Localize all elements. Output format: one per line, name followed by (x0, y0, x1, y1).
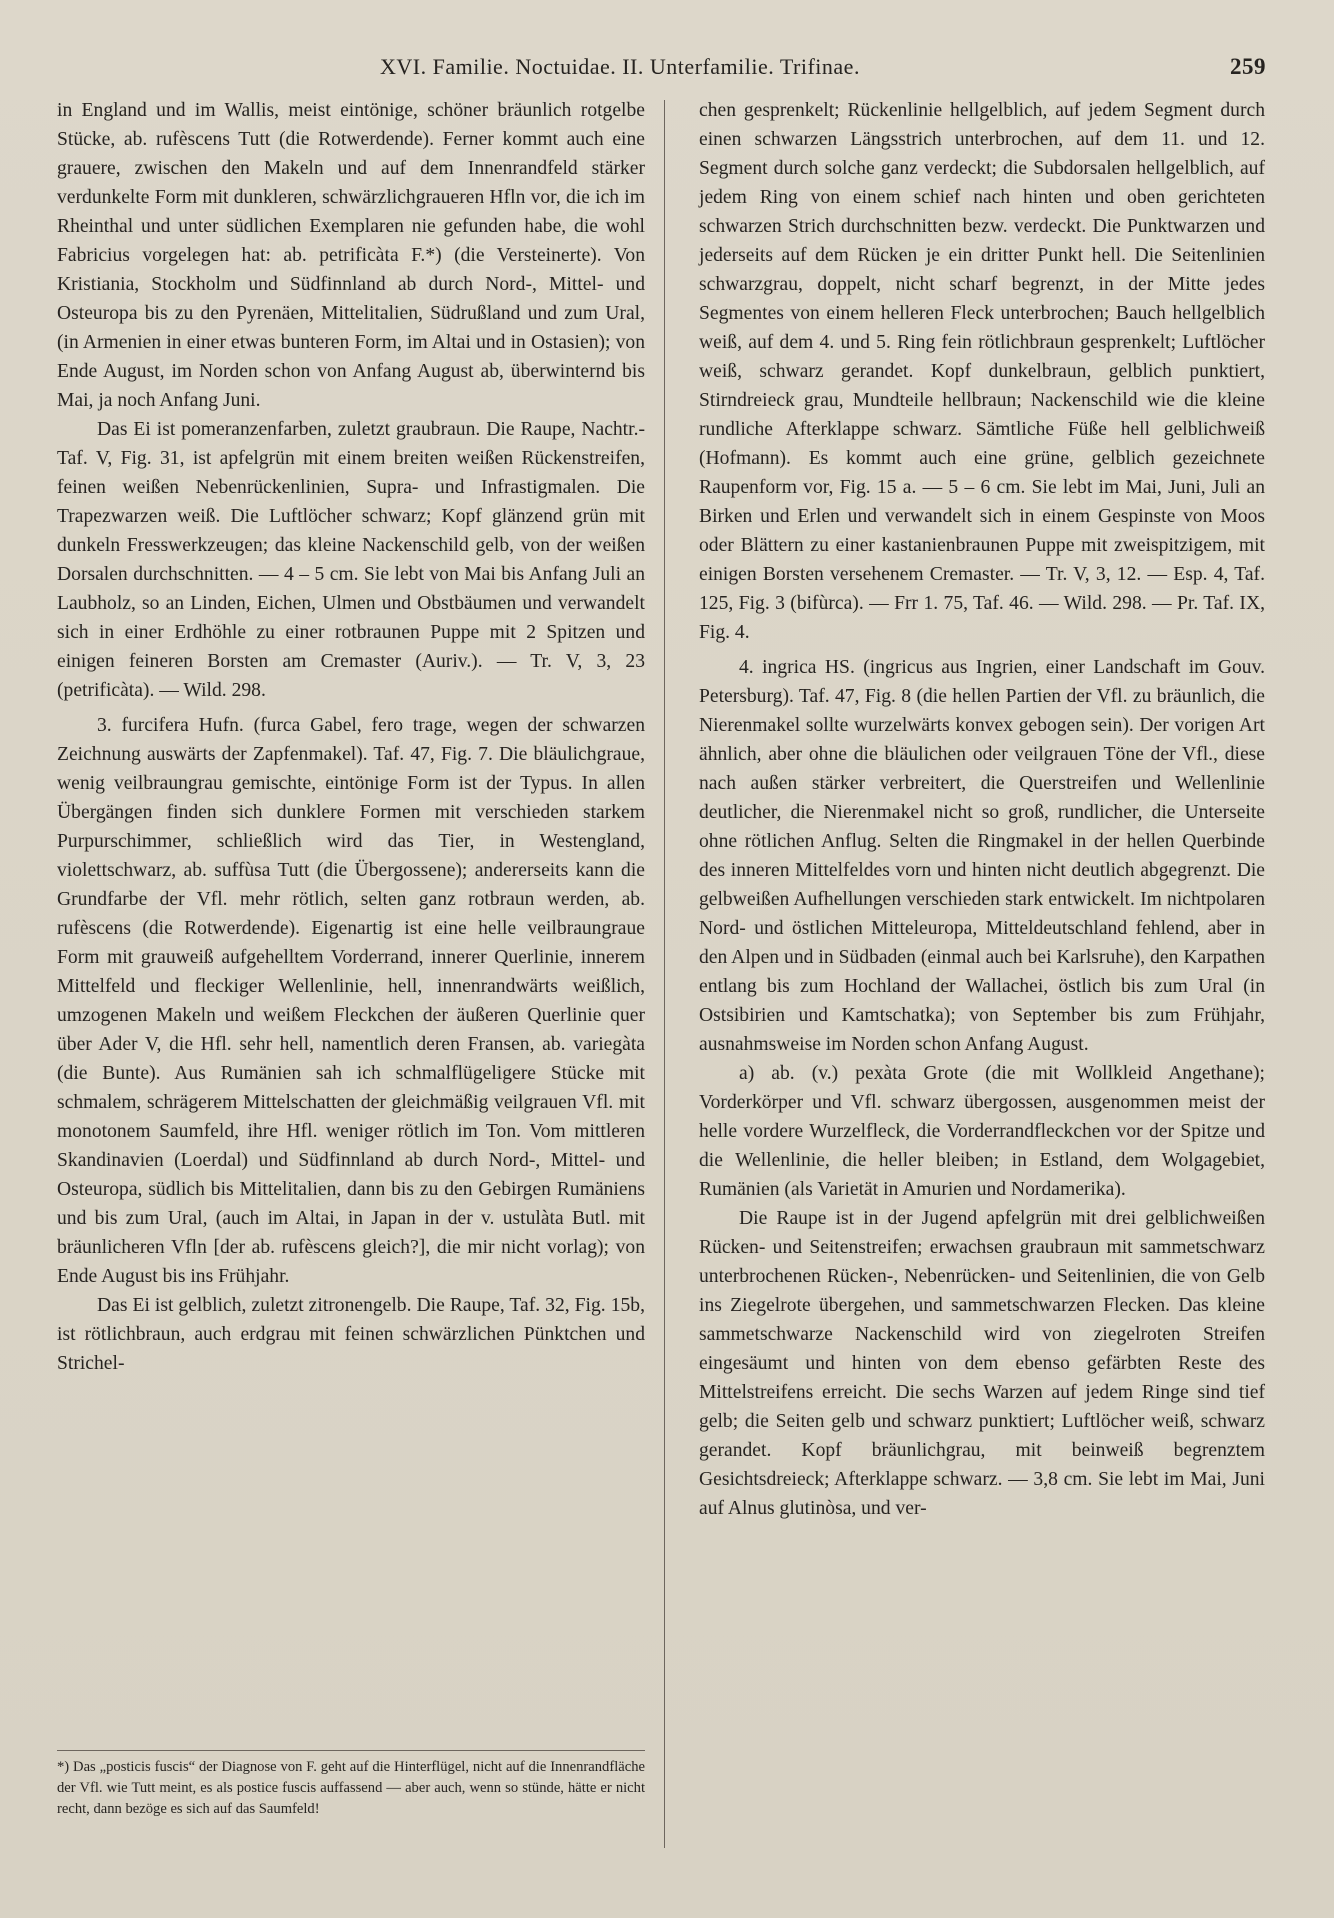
left-column (57, 96, 645, 1378)
paragraph: chen gesprenkelt; Rückenlinie hellgelblich, auf jedem Segment durch einen schwarzen Längsstrich unterbrochen, auf dem 11. und 12. Segment durch solche ganz verdeckt; die Subdorsalen hellgelblich, auf jedem Ring von einem schief nach hinten und oben gerichteten schwarzen Strich durchschnitten bezw. verdeckt. Die Punktwarzen und jederseits auf dem Rücken je ein dritter Punkt hell. Die Seitenlinien schwarzgrau, doppelt, nicht scharf begrenzt, in der Mitte jedes Segmentes von einem helleren Fleck unterbrochen; Bauch hellgelblich weiß, auf dem 4. und 5. Ring fein rötlichbraun gesprenkelt; Luftlöcher weiß, schwarz gerandet. Kopf dunkelbraun, gelblich punktiert, Stirndreieck grau, Mundteile hellbraun; Nackenschild wie die kleine rundliche Afterklappe schwarz. Sämtliche Füße hell gelblichweiß (Hofmann). Es kommt auch eine grüne, gelblich gezeichnete Raupenform vor, Fig. 15 a. — 5 – 6 cm. Sie lebt im Mai, Juni, Juli an Birken und Erlen und verwandelt sich in einem Gespinste von Moos oder Blättern zu einer kastanienbraunen Puppe mit zweispitzigem, mit einigen Borsten versehenem Cremaster. — Tr. V, 3, 12. — Esp. 4, Taf. 125, Fig. 3 (bifùrca). — Frr 1. 75, Taf. 46. — Wild. 298. — Pr. Taf. IX, Fig. 4. (699, 100, 1265, 643)
page-header (380, 50, 1266, 84)
paragraph: Das Ei ist pomeranzenfarben, zuletzt graubraun. Die Raupe, Nachtr.-Taf. V, Fig. 31, ist apfelgrün mit einem breiten weißen Rückenstreifen, feinen weißen Nebenrückenlinien, Supra- und Infrastigmalen. Die Trapezwarzen weiß. Die Luftlöcher schwarz; Kopf glänzend grün mit dunkeln Fresswerkzeugen; das kleine Nackenschild gelb, von der weißen Dorsalen durchschnitten. — 4 – 5 cm. Sie lebt von Mai bis Anfang Juli an Laubholz, so an Linden, Eichen, Ulmen und Obstbäumen und verwandelt sich in einer Erdhöhle zu einer rotbraunen Puppe mit 2 Spitzen und einigen feineren Borsten am Cremaster (Auriv.). — Tr. V, 3, 23 (petrificàta). — Wild. 298. (57, 419, 645, 701)
species-entry-ingrica: 4. ingrica HS. (ingricus aus Ingrien, einer Landschaft im Gouv. Petersburg). Taf. 47, Fig. 8 (die hellen Partien der Vfl. zu bräunlich, die Nierenmakel sollte wurzelwärts konvex gebogen sein). Der vorigen Art ähnlich, aber ohne die bläulichen oder veilgrauen Töne der Vfl., diese nach außen stärker verbreitert, die Querstreifen und Wellenlinie deutlicher, die Nierenmakel nicht so groß, rundlicher, die Unterseite ohne rötlichen Anflug. Selten die Ringmakel in der hellen Querbinde des inneren Mittelfeldes vorn und hinten nicht deutlich abgegrenzt. Die gelbweißen Aufhellungen verschieden stark entwickelt. Im nichtpolaren Nord- und östlichen Mitteleuropa, Mitteldeutschland fehlend, aber in den Alpen und in Südbaden (einmal auch bei Karlsruhe), den Karpathen entlang bis zum Hochland der Wallachei, östlich bis zum Ural (in Ostsibirien und Kamtschatka); von September bis zum Frühjahr, ausnahmsweise im Norden schon Anfang August. (699, 657, 1265, 1055)
footnote: *) Das „posticis fuscis“ der Diagnose von F. geht auf die Hinterflügel, nicht auf die Innenrandfläche der Vfl. wie Tutt meint, es als postice fuscis auffassend — aber auch, wenn so stünde, hätte er nicht recht, dann bezöge es sich auf das Saumfeld! (57, 1750, 645, 1820)
paragraph: in England und im Wallis, meist eintönige, schöner bräunlich rotgelbe Stücke, ab. rufèscens Tutt (die Rotwerdende). Ferner kommt auch eine grauere, zwischen den Makeln und auf dem Innenrandfeld stärker verdunkelte Form mit dunkleren, schwärzlichgraueren Hfln vor, die ich im Rheinthal und unter südlichen Exemplaren nie gefunden habe, die wohl Fabricius vorgelegen hat: ab. petrificàta F.*) (die Versteinerte). Von Kristiania, Stockholm und Südfinnland ab durch Nord-, Mittel- und Osteuropa bis zu den Pyrenäen, Mittelitalien, Südrußland und zum Ural, (in Armenien in einer etwas bunteren Form, im Altai und in Ostasien); von Ende August, im Norden schon von Anfang August ab, überwinternd bis Mai, ja noch Anfang Juni. (57, 100, 645, 411)
running-title: XVI. Familie. Noctuidae. II. Unterfamilie. Trifinae. (380, 54, 860, 79)
page-number: 259 (1230, 54, 1266, 79)
species-entry-furcifera: 3. furcifera Hufn. (furca Gabel, fero trage, wegen der schwarzen Zeichnung auswärts der Zapfenmakel). Taf. 47, Fig. 7. Die bläulichgraue, wenig veilbraungrau gemischte, eintönige Form ist der Typus. In allen Übergängen finden sich dunklere Formen mit verschieden starkem Purpurschimmer, schließlich wird das Tier, in Westengland, violettschwarz, ab. suffùsa Tutt (die Übergossene); andererseits kann die Grundfarbe der Vfl. mehr rötlich, selten ganz rotbraun werden, ab. rufèscens (die Rotwerdende). Eigenartig ist eine helle veilbraungraue Form mit grauweiß aufgehelltem Vorderrand, innerer Querlinie, innerem Mittelfeld und fleckiger Wellenlinie, hell, innenrandwärts weißlich, umzogenen Makeln und weißem Fleckchen der äußeren Querlinie quer über Ader V, die Hfl. sehr hell, namentlich deren Fransen, ab. variegàta (die Bunte). Aus Rumänien sah ich schmalflügeligere Stücke mit schmalem, schrägerem Mittelschatten der gleichmäßig veilgrauen Vfl. mit monotonem Saumfeld, ihre Hfl. weniger rötlich im Ton. Vom mittleren Skandinavien (Loerdal) und Südfinnland ab durch Nord-, Mittel- und Osteuropa, südlich bis Mittelitalien, dann bis zu den Gebirgen Rumäniens und bis zum Ural, (auch im Altai, in Japan in der v. ustulàta Butl. mit bräunlicheren Vfln [der ab. rufèscens gleich?], die mir nicht vorlag); von Ende August bis ins Frühjahr. (57, 715, 645, 1287)
paragraph: Das Ei ist gelblich, zuletzt zitronengelb. Die Raupe, Taf. 32, Fig. 15b, ist rötlichbraun, auch erdgrau mit feinen schwärzlichen Pünktchen und Strichel- (57, 1295, 645, 1374)
column-divider (664, 100, 665, 1848)
paragraph: Die Raupe ist in der Jugend apfelgrün mit drei gelblichweißen Rücken- und Seitenstreifen; erwachsen graubraun mit sammetschwarz unterbrochenen Rücken-, Nebenrücken- und Seitenlinien, die von Gelb ins Ziegelrote übergehen, und sammetschwarzen Flecken. Das kleine sammetschwarze Nackenschild wird von ziegelroten Streifen eingesäumt und hinten von dem ebenso gefärbten Reste des Mittelstreifens erreicht. Die sechs Warzen auf jedem Ringe sind tief gelb; die Seiten gelb und schwarz punktiert; Luftlöcher weiß, schwarz gerandet. Kopf bräunlichgrau, mit beinweiß begrenztem Gesichtsdreieck; Afterklappe schwarz. — 3,8 cm. Sie lebt im Mai, Juni auf Alnus glutinòsa, und ver- (699, 1208, 1265, 1519)
paragraph: a) ab. (v.) pexàta Grote (die mit Wollkleid Angethane); Vorderkörper und Vfl. schwarz übergossen, ausgenommen meist der helle vordere Wurzelfleck, die Vorderrandfleckchen vor der Spitze und die Wellenlinie, die heller bleiben; in Estland, dem Wolgagebiet, Rumänien (als Varietät in Amurien und Nordamerika). (699, 1063, 1265, 1200)
right-column (699, 96, 1265, 1523)
